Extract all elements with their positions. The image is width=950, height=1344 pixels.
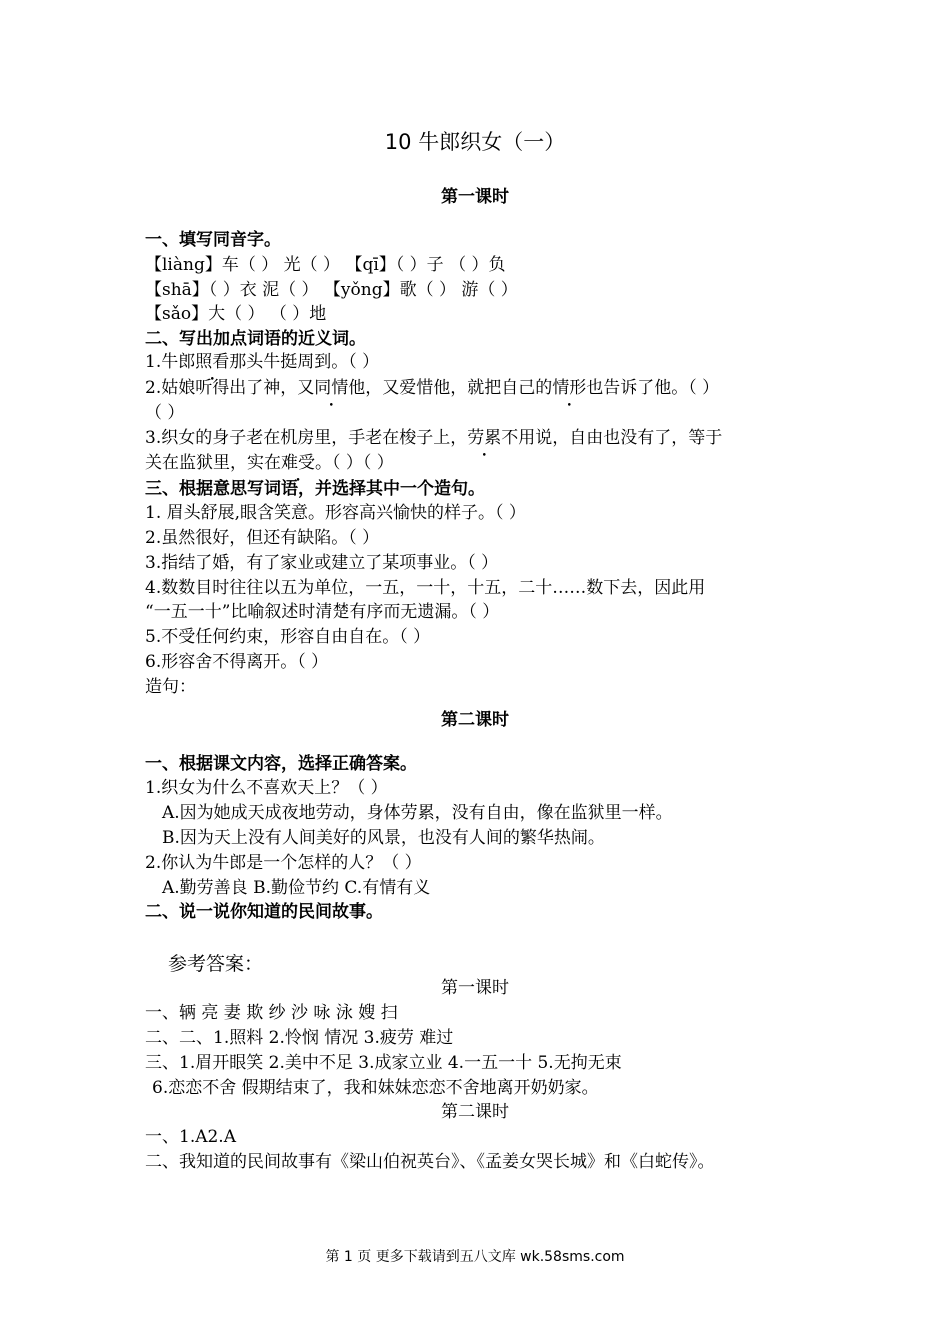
lesson1-heading: 第一课时 (441, 187, 509, 207)
synonym-q3-line2 (145, 452, 394, 474)
choice-q1-option-a: A.因为她成天成夜地劳动，身体劳累，没有自由，像在监狱里一样。 (162, 803, 673, 823)
page-footer: 第 1 页 更多下载请到五八文库 wk.58sms.com (325, 1249, 625, 1265)
answers-lesson2-heading: 第二课时 (441, 1102, 509, 1122)
word-q4-line1: 4.数数目时往往以五为单位，一五，一十，十五，二十……数下去，因此用 (145, 578, 706, 598)
answer-lesson2-section2: 二、我知道的民间故事有《梁山伯祝英台》、《孟姜女哭长城》和《白蛇传》。 (145, 1152, 715, 1172)
page-title: 10 牛郎织女（一） (384, 130, 566, 154)
answer-section3-continued: 6.恋恋不舍 假期结束了，我和妹妹恋恋不舍地离开奶奶家。 (152, 1078, 599, 1098)
answer-lesson2-section1: 一、1.A2.A (145, 1127, 236, 1147)
q3-dotted-word-2: 难受 (281, 453, 315, 473)
q1-dotted-word: 照看 (195, 352, 230, 372)
choice-q1-option-b: B.因为天上没有人间美好的风景，也没有人间的繁华热闹。 (162, 828, 605, 848)
answers-lesson1-heading: 第一课时 (441, 978, 509, 998)
section1-heading: 一、填写同音字。 (145, 230, 281, 250)
choice-q1: 1.织女为什么不喜欢天上？（ ） (145, 778, 388, 798)
answer-section1: 一、辆 亮 妻 欺 纱 沙 咏 泳 嫂 扫 (145, 1003, 398, 1023)
section2-heading: 二、写出加点词语的近义词。 (145, 329, 366, 349)
word-q5: 5.不受任何约束，形容自由自在。（ ） (145, 627, 431, 647)
word-q3: 3.指结了婚，有了家业或建立了某项事业。（ ） (145, 553, 499, 573)
q3-text-end: 不用说，自由也没有了，等于 (501, 428, 723, 448)
q2-text-mid: 他，又爱惜他，就把自己的 (348, 378, 553, 398)
q3-line2-end: 。（ ）（ ） (315, 453, 394, 473)
q2-dotted-word-1: 同情 (314, 378, 349, 398)
q2-text: 2.姑娘听得出了神，又 (145, 378, 315, 398)
homophone-row-2: 【shā】（ ）衣 泥（ ） 【yǒng】歌（ ） 游（ ） (145, 280, 518, 300)
answer-section2: 二、二、1.照料 2.怜悯 情况 3.疲劳 难过 (145, 1028, 454, 1048)
homophone-row-1: 【liàng】车（ ） 光（ ） 【qī】（ ）子 （ ）负 (145, 255, 506, 275)
q3-text: 3.织女的身子老在机房里，手老在梭子上， (145, 428, 468, 448)
choice-q2-options: A.勤劳善良 B.勤俭节约 C.有情有义 (162, 878, 431, 898)
q2-dotted-word-2: 情形 (552, 378, 587, 398)
choice-q2: 2.你认为牛郎是一个怎样的人？（ ） (145, 853, 422, 873)
word-q1: 1. 眉头舒展,眼含笑意。形容高兴愉快的样子。（ ） (145, 503, 526, 523)
word-q4-line2: “一五一十”比喻叙述时清楚有序而无遗漏。（ ） (145, 602, 500, 622)
homophone-row-3: 【sǎo】大（ ） （ ）地 (145, 304, 327, 324)
synonym-q1 (145, 351, 379, 373)
lesson2-section1-heading: 一、根据课文内容，选择正确答案。 (145, 754, 417, 774)
q3-dotted-word-1: 劳累 (467, 428, 502, 448)
q1-text-end: 那头牛挺周到。（ ） (229, 352, 380, 372)
sentence-label: 造句： (145, 677, 196, 697)
section3-heading: 三、根据意思写词语，并选择其中一个造句。 (145, 479, 485, 499)
answers-heading: 参考答案： (168, 953, 264, 975)
lesson2-section2-heading: 二、说一说你知道的民间故事。 (145, 902, 383, 922)
word-q6: 6.形容舍不得离开。（ ） (145, 652, 329, 672)
word-q2: 2.虽然很好，但还有缺陷。（ ） (145, 528, 380, 548)
synonym-q3-line1 (145, 427, 722, 449)
q1-text: 1.牛郎 (145, 352, 196, 372)
lesson2-heading: 第二课时 (441, 710, 509, 730)
synonym-q2 (145, 377, 719, 399)
q2-text-end: 也告诉了他。（ ） (586, 378, 720, 398)
q3-line2-text: 关在监狱里，实在 (145, 453, 281, 473)
answer-section3: 三、1.眉开眼笑 2.美中不足 3.成家立业 4.一五一十 5.无拘无束 (145, 1053, 622, 1073)
synonym-q2-continued: （ ） (145, 403, 185, 423)
